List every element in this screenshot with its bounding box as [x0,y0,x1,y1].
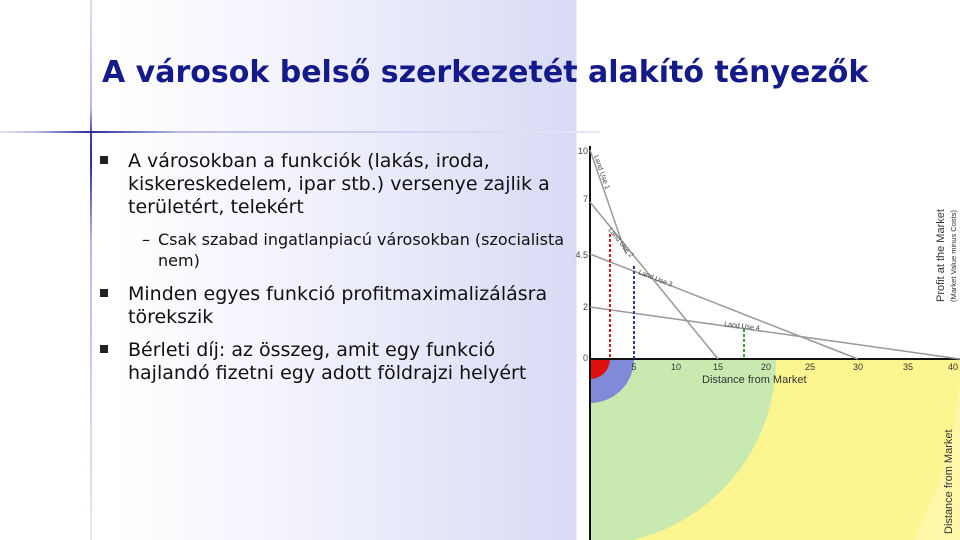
bullet-item [100,283,580,329]
x-tick-label: 40 [947,362,959,372]
y-tick-label: 10 [577,146,588,156]
land-use-1-label: Land Use 1 [592,154,611,191]
bullet-text: Minden egyes funkció profitmaximalizálásra törekszik [128,283,548,328]
land-use-4-label: Land Use 4 [723,321,761,333]
left-margin [0,0,90,540]
bullet-item [100,339,580,385]
y-tick-label: 0 [582,353,588,363]
sub-bullet-item [100,229,580,271]
bullet-square-icon [100,156,108,164]
bullet-item [100,150,580,219]
bullet-square-icon [100,289,108,297]
x-tick-label: 30 [852,362,864,372]
y-tick-label: 7 [582,194,588,204]
x-tick-label: 35 [902,362,914,372]
land-use-2-label: Land Use 2 [606,226,635,260]
x-axis-label: Distance from Market [702,374,807,386]
bullet-square-icon [100,345,108,353]
slide-title: A városok belső szerkezetét alakító tényezők [102,55,869,90]
x-tick-label: 20 [760,362,772,372]
y-tick-label: 2 [582,302,588,312]
land-use-3-label: Land Use 3 [637,269,674,289]
y-tick-label: 4.5 [575,250,588,260]
radius-label: Distance from Market [943,429,955,534]
bid-rent-figure [575,142,960,540]
land-use-4-line [590,307,960,359]
land-use-3-line [590,254,858,359]
y-axis-sublabel: (Market Value minus Costs) [949,210,958,302]
x-tick-label: 5 [631,362,637,372]
x-tick-label: 15 [712,362,724,372]
bullet-text: Bérleti díj: az összeg, amit egy funkció hajlandó fizetni egy adott földrajzi helyért [128,339,527,384]
vertical-decorative-line [90,0,92,540]
horizontal-decorative-line [0,131,600,133]
bullet-list [100,150,580,395]
x-tick-label: 25 [804,362,816,372]
y-axis-label: Profit at the Market [935,209,947,302]
dash-icon: – [142,230,150,249]
bullet-text: A városokban a funkciók (lakás, iroda, kiskereskedelem, ipar stb.) versenye zajlik a területért, telekért [128,150,550,218]
x-tick-label: 10 [670,362,682,372]
sub-bullet-text: Csak szabad ingatlanpiacú városokban (szocialista nem) [158,230,565,270]
